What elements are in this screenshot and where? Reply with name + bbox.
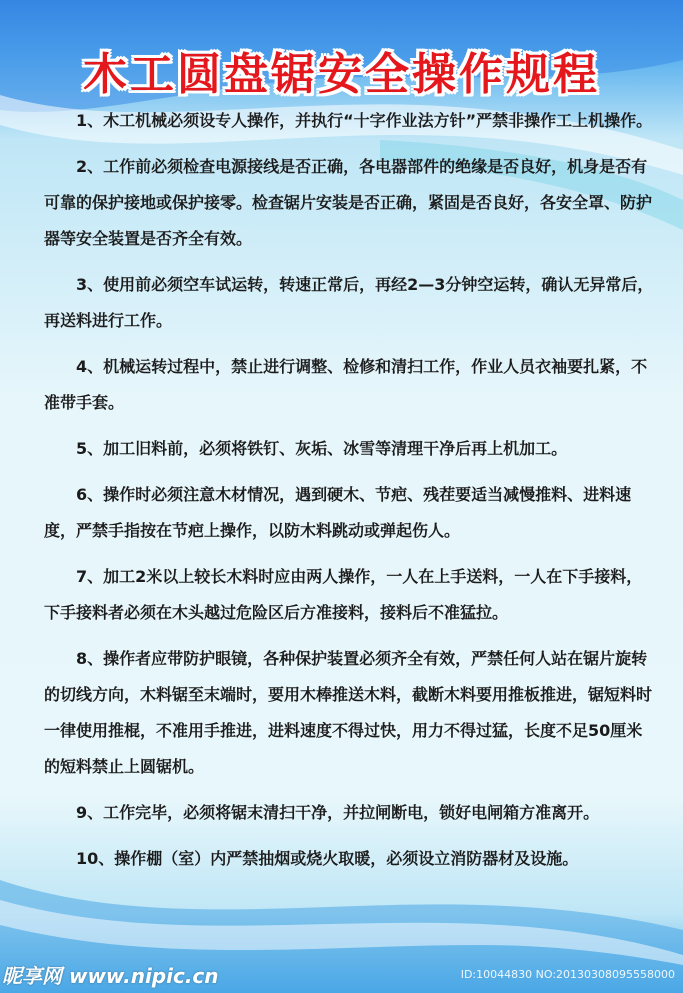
regulation-item-2: 2、工作前必须检查电源接线是否正确，各电器部件的绝缘是否良好，机身是否有可靠的保护接地或保护接零。检查锯片安装是否正确，紧固是否良好，各安全罩、防护器等安全装置是否齐全有效。 [44, 157, 653, 248]
regulation-item-5: 5、加工旧料前，必须将铁钉、灰垢、冰雪等清理干净后再上机加工。 [76, 439, 568, 458]
regulation-item-3: 3、使用前必须空车试运转，转速正常后，再经2—3分钟空运转，确认无异常后，再送料进行工作。 [44, 275, 654, 330]
regulation-item-10: 10、操作棚（室）内严禁抽烟或烧火取暖，必须设立消防器材及设施。 [76, 849, 579, 868]
regulation-item-7: 7、加工2米以上较长木料时应由两人操作，一人在上手送料，一人在下手接料，下手接料者必须在木头越过危险区后方准接料，接料后不准猛拉。 [44, 567, 643, 622]
regulation-item-8: 8、操作者应带防护眼镜，各种保护装置必须齐全有效，严禁任何人站在锯片旋转的切线方向，木料锯至末端时，要用木棒推送木料，截断木料要用推板推进，锯短料时一律使用推棍，不准用手推进，进料速度不得过快，用力不得过猛，长度不足50厘米的短料禁止上圆锯机。 [44, 649, 653, 776]
page-title: 木工圆盘锯安全操作规程 [83, 49, 600, 100]
watermark-id: ID:10044830 NO:20130308095558000 [460, 968, 675, 981]
regulation-item-9: 9、工作完毕，必须将锯末清扫干净，并拉闸断电，锁好电闸箱方准离开。 [76, 803, 600, 822]
watermark-site: 昵享网 www.nipic.cn [2, 964, 219, 988]
regulation-item-6: 6、操作时必须注意木材情况，遇到硬木、节疤、残茬要适当减慢推料、进料速度，严禁手指按在节疤上操作，以防木料跳动或弹起伤人。 [44, 485, 632, 540]
regulation-list [44, 103, 654, 887]
regulation-item-4: 4、机械运转过程中，禁止进行调整、检修和清扫工作，作业人员衣袖要扎紧，不准带手套。 [44, 357, 648, 412]
regulation-item-1: 1、木工机械必须设专人操作，并执行“十字作业法方针”严禁非操作工上机操作。 [76, 111, 653, 130]
